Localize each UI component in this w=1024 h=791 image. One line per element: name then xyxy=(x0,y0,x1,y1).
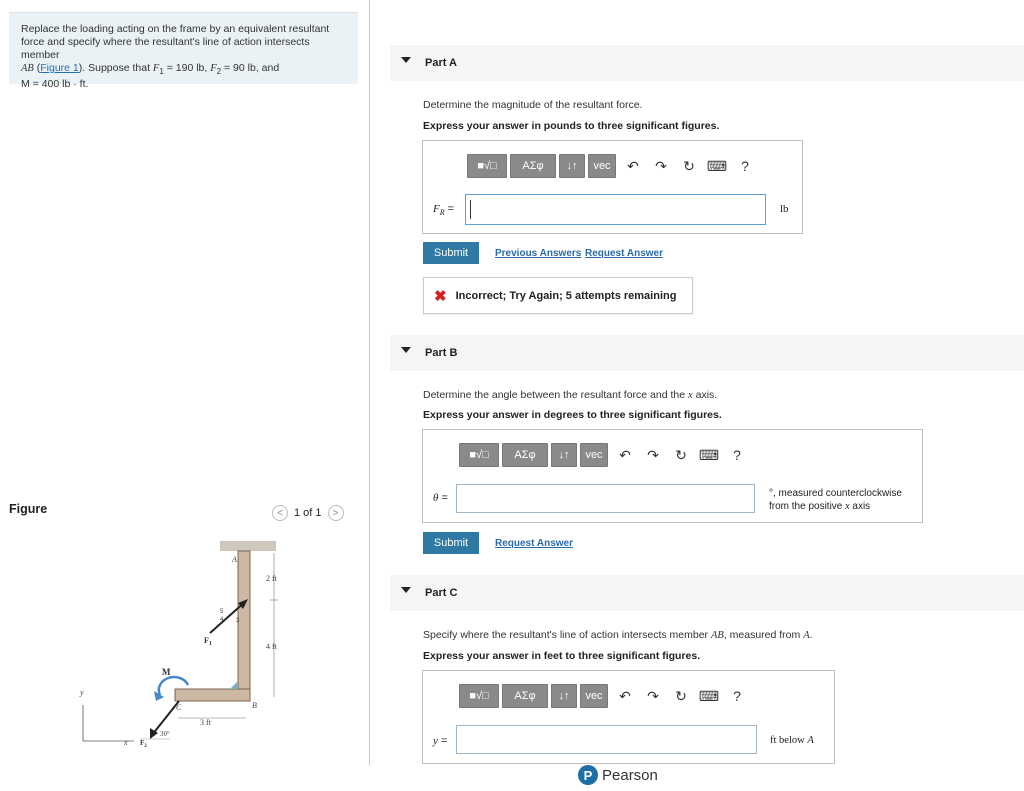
part-b-toolbar xyxy=(459,443,751,467)
equals-sign: = xyxy=(438,492,448,504)
keyboard-icon[interactable]: ⌨ xyxy=(706,157,728,174)
greek-button[interactable]: ΑΣφ xyxy=(510,154,556,178)
label-m: M xyxy=(162,667,171,677)
templates-button[interactable]: ■√□ xyxy=(459,684,499,708)
redo-icon[interactable]: ↷ xyxy=(647,446,659,463)
a-var: A xyxy=(803,630,810,641)
gusset-plate xyxy=(230,681,238,689)
feedback-text: Incorrect; Try Again; 5 attempts remaining xyxy=(455,289,677,302)
part-c-header[interactable] xyxy=(390,575,1024,611)
problem-line-2: force and specify where the resultant's line of action intersects member xyxy=(21,36,310,61)
unit-text: ft below xyxy=(770,735,808,746)
part-b-answer-box xyxy=(422,429,923,523)
slope-5: 5 xyxy=(220,609,224,615)
label-y: y xyxy=(80,688,84,697)
f1-symbol: F xyxy=(152,63,160,74)
figure-pager xyxy=(272,505,344,521)
pager-text: 1 of 1 xyxy=(294,507,322,519)
problem-statement xyxy=(9,12,358,91)
part-a-header[interactable] xyxy=(390,45,1024,81)
unit-line-2-text: from the positive xyxy=(769,501,846,512)
slope-4: 4 xyxy=(220,617,224,623)
vec-button[interactable]: vec xyxy=(580,684,608,708)
collapse-triangle-icon[interactable] xyxy=(401,347,411,353)
f2-symbol: F xyxy=(210,63,217,74)
part-c-answer-box xyxy=(422,670,835,764)
vec-button[interactable]: vec xyxy=(580,443,608,467)
reset-icon[interactable]: ↻ xyxy=(675,687,687,704)
greek-button[interactable]: ΑΣφ xyxy=(502,443,548,467)
part-b-request-answer-link[interactable]: Request Answer xyxy=(495,538,573,549)
label-a: A xyxy=(232,555,237,564)
part-c-toolbar xyxy=(459,684,751,708)
frame-figure xyxy=(60,535,320,760)
part-a-var xyxy=(433,203,454,217)
next-figure-icon[interactable]: > xyxy=(328,505,344,521)
part-c-instruction: Express your answer in feet to three significant figures. xyxy=(423,650,701,662)
member-cb-shape xyxy=(175,689,250,701)
prev-figure-icon[interactable]: < xyxy=(272,505,288,521)
part-b-question-text: Determine the angle between the resultant force and the xyxy=(423,389,689,401)
incorrect-feedback xyxy=(423,277,693,314)
part-b-submit-button[interactable]: Submit xyxy=(423,532,479,554)
problem-line-3: AB (Figure 1). Suppose that $F_1 = 190$ lb, $F_2 = 90$ lb, and xyxy=(21,62,280,77)
var-theta: θ xyxy=(433,492,439,504)
member-ab-shape xyxy=(238,551,250,701)
ceiling-support xyxy=(220,541,276,551)
part-a-submit-button[interactable]: Submit xyxy=(423,242,479,264)
figure-link[interactable]: Figure 1 xyxy=(40,62,79,74)
moment-value: M = 400 lb · ft. xyxy=(21,78,89,91)
templates-button[interactable]: ■√□ xyxy=(459,443,499,467)
label-f1: $F_1$ xyxy=(204,636,212,647)
var-fr-sub: R xyxy=(439,208,445,218)
dim-4ft: 4 ft xyxy=(266,642,277,651)
keyboard-icon[interactable]: ⌨ xyxy=(698,687,720,704)
undo-icon[interactable]: ↶ xyxy=(627,157,639,174)
pearson-logo-icon: P xyxy=(578,765,598,785)
x-var: x xyxy=(688,390,693,401)
sort-button[interactable]: ↓↑ xyxy=(551,684,577,708)
part-a-unit: lb xyxy=(780,203,789,215)
part-b-question-end: axis. xyxy=(692,389,718,401)
part-c-title: Part C xyxy=(425,587,458,599)
collapse-triangle-icon[interactable] xyxy=(401,587,411,593)
equals-sign: = xyxy=(437,735,448,747)
f2-subscript: 2 xyxy=(216,67,222,77)
problem-text: . Suppose that xyxy=(82,62,153,74)
sort-button[interactable]: ↓↑ xyxy=(559,154,585,178)
part-c-unit xyxy=(770,734,814,746)
reset-icon[interactable]: ↻ xyxy=(683,157,695,174)
part-a-input[interactable] xyxy=(465,194,766,225)
part-a-request-answer-link[interactable]: Request Answer xyxy=(585,248,663,259)
f2-value: = 90 lb, and xyxy=(221,62,280,74)
keyboard-icon[interactable]: ⌨ xyxy=(698,446,720,463)
var-y: y xyxy=(433,735,438,747)
label-f2: $F_2$ xyxy=(140,739,147,749)
dim-2ft: 2 ft xyxy=(266,574,277,583)
part-b-question xyxy=(423,389,717,401)
undo-icon[interactable]: ↶ xyxy=(619,687,631,704)
f1-subscript: 1 xyxy=(159,67,164,77)
angle-30: 30° xyxy=(160,730,170,738)
part-b-title: Part B xyxy=(425,347,458,359)
vec-button[interactable]: vec xyxy=(588,154,616,178)
slope-3: 3 xyxy=(236,618,240,624)
part-a-title: Part A xyxy=(425,57,457,69)
reset-icon[interactable]: ↻ xyxy=(675,446,687,463)
pane-divider[interactable] xyxy=(369,0,370,765)
sort-button[interactable]: ↓↑ xyxy=(551,443,577,467)
label-x: x xyxy=(124,738,128,747)
part-a-question: Determine the magnitude of the resultant force. xyxy=(423,99,643,111)
var-fr: F xyxy=(433,203,440,215)
part-c-question-text: Specify where the resultant's line of action intersects member xyxy=(423,629,711,641)
unit-line-1: °, measured counterclockwise xyxy=(769,488,902,499)
unit-line-2 xyxy=(769,500,902,513)
help-icon[interactable]: ? xyxy=(741,158,749,174)
greek-button[interactable]: ΑΣφ xyxy=(502,684,548,708)
incorrect-x-icon: ✖ xyxy=(434,287,447,305)
f1-value: = 190 lb, xyxy=(163,62,211,74)
label-b: B xyxy=(252,701,257,710)
help-icon[interactable]: ? xyxy=(733,447,741,463)
part-c-var xyxy=(433,735,447,747)
figure-title: Figure xyxy=(9,502,48,516)
pearson-text: Pearson xyxy=(602,766,658,784)
problem-line-1: Replace the loading acting on the frame by an equivalent resultant xyxy=(21,23,330,35)
part-a-toolbar xyxy=(467,154,759,178)
redo-icon[interactable]: ↷ xyxy=(647,687,659,704)
text-cursor xyxy=(470,200,471,219)
part-c-question-mid: , measured from xyxy=(723,629,804,641)
pearson-branding xyxy=(578,765,658,785)
member-ab: AB xyxy=(21,63,34,74)
part-b-header[interactable] xyxy=(390,335,1024,371)
part-a-answer-box xyxy=(422,140,803,234)
part-b-input[interactable] xyxy=(456,484,755,513)
label-c: C xyxy=(176,703,182,712)
templates-button[interactable]: ■√□ xyxy=(467,154,507,178)
part-c-question-end: . xyxy=(809,629,813,641)
a-var: A xyxy=(807,735,814,746)
unit-line-2-end: axis xyxy=(849,501,871,512)
undo-icon[interactable]: ↶ xyxy=(619,446,631,463)
redo-icon[interactable]: ↷ xyxy=(655,157,667,174)
equals-sign: = xyxy=(444,203,455,215)
x-var: x xyxy=(845,501,850,512)
part-b-var xyxy=(433,492,448,504)
part-b-instruction: Express your answer in degrees to three significant figures. xyxy=(423,409,722,421)
part-c-question xyxy=(423,629,813,641)
collapse-triangle-icon[interactable] xyxy=(401,57,411,63)
part-c-input[interactable] xyxy=(456,725,757,754)
dim-3ft: 3 ft xyxy=(200,718,211,727)
previous-answers-link[interactable]: Previous Answers xyxy=(495,248,582,259)
part-b-unit xyxy=(769,487,902,513)
help-icon[interactable]: ? xyxy=(733,688,741,704)
ab-var: AB xyxy=(710,630,724,641)
part-a-instruction: Express your answer in pounds to three significant figures. xyxy=(423,120,720,132)
